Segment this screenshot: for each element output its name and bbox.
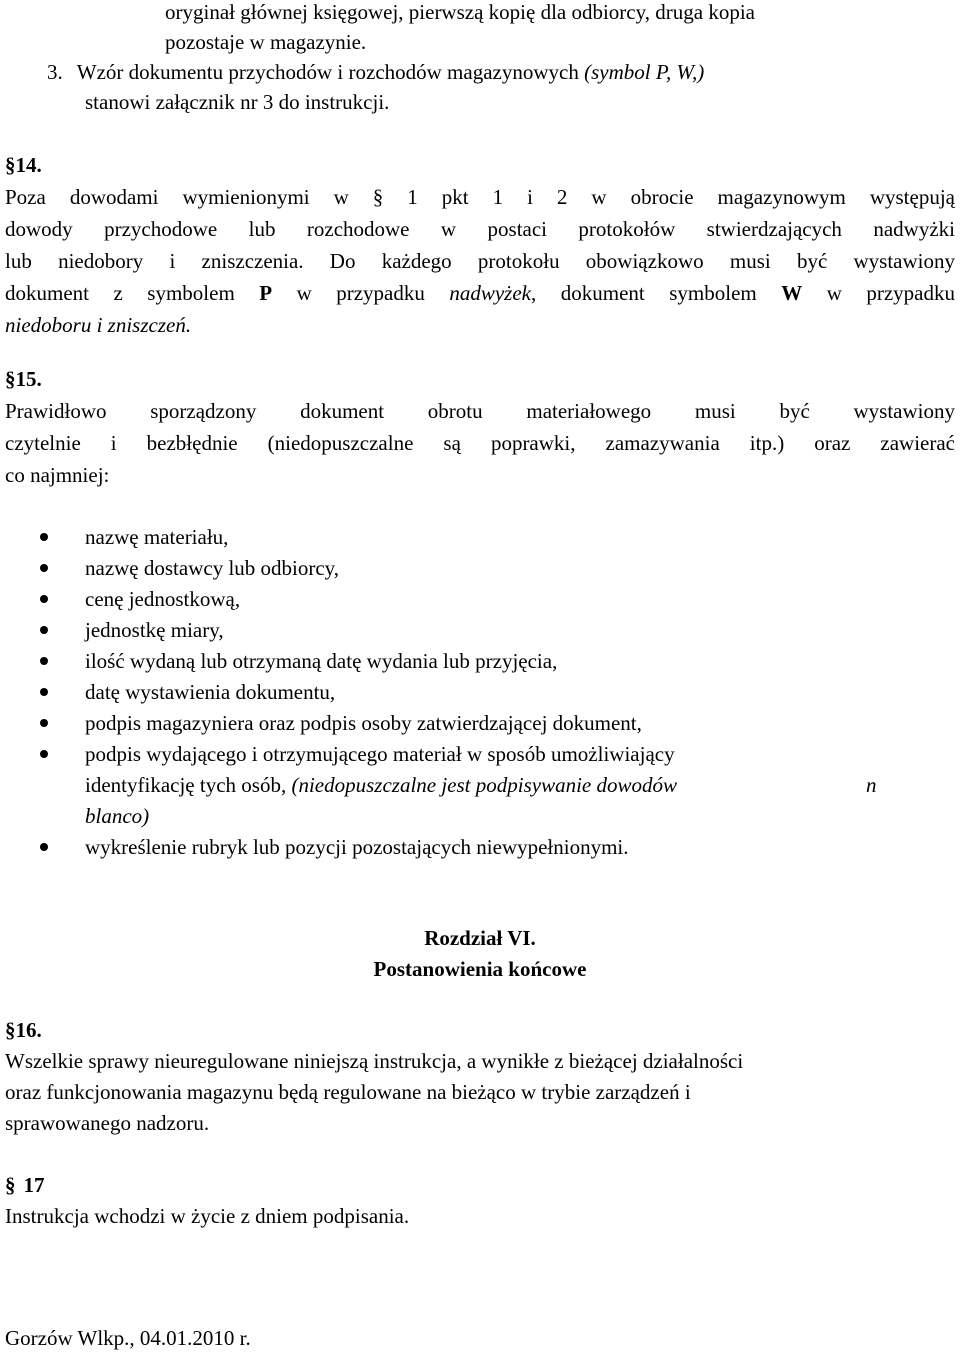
item-3-text-2: stanowi załącznik nr 3 do instrukcji.	[85, 90, 390, 114]
list-item	[85, 708, 642, 738]
bullet-dot	[40, 657, 48, 665]
section-16-line-2	[5, 1077, 691, 1107]
list-item	[85, 739, 675, 769]
bullet-dot	[40, 626, 48, 634]
bullet-dot	[40, 688, 48, 696]
section-15-heading	[5, 364, 42, 394]
section-16-text-2: oraz funkcjonowania magazynu będą regulowane na bieżąco w trybie zarządzeń i	[5, 1080, 691, 1104]
bullet-dot	[40, 843, 48, 851]
section-14-line-1	[5, 182, 955, 212]
symbol-w: W	[781, 281, 803, 305]
list-item-text: nazwę materiału,	[85, 525, 229, 549]
item-3-italic: (symbol P, W,)	[584, 60, 705, 84]
section-16-heading	[5, 1015, 42, 1045]
list-item	[85, 832, 629, 862]
list-item-text: datę wystawienia dokumentu,	[85, 680, 336, 704]
list-item	[85, 646, 557, 676]
list-item-continuation	[85, 770, 677, 800]
section-14-line-3	[5, 246, 955, 276]
section-number: 17	[23, 1173, 45, 1197]
list-item-text: cenę jednostkową,	[85, 587, 241, 611]
list-item-text: nazwę dostawcy lub odbiorcy,	[85, 556, 340, 580]
list-item-italic-tail: n	[866, 773, 877, 797]
bullet-dot	[40, 564, 48, 572]
section-14-line-2	[5, 214, 955, 244]
list-item-text: podpis wydającego i otrzymującego materiał w sposób umożliwiający	[85, 742, 675, 766]
section-14-italic-nadwyzek: nadwyżek	[449, 281, 532, 305]
section-15-text-1: Prawidłowo sporządzony dokument obrotu materiałowego musi być wystawiony	[5, 399, 955, 423]
bullet-dot	[40, 750, 48, 758]
section-15-line-2	[5, 428, 955, 458]
item-3-number: 3.	[47, 60, 63, 84]
section-number: 14.	[15, 153, 42, 177]
section-15-text-3: co najmniej:	[5, 463, 110, 487]
section-14-heading	[5, 150, 42, 180]
list-item-text: wykreślenie rubryk lub pozycji pozostających niewypełnionymi.	[85, 835, 629, 859]
section-symbol: §	[5, 1018, 16, 1042]
section-16-line-3	[5, 1108, 209, 1138]
section-15-line-3	[5, 460, 109, 490]
bullet-dot	[40, 595, 48, 603]
section-14-text-3: lub niedobory i zniszczenia. Do każdego protokołu obowiązkowo musi być wystawiony	[5, 249, 955, 273]
list-item	[85, 677, 335, 707]
item-3-line-2	[85, 87, 389, 117]
section-17-text-1: Instrukcja wchodzi w życie z dniem podpisania.	[5, 1204, 410, 1228]
list-item-continuation-tail	[866, 770, 877, 800]
list-item	[85, 615, 224, 645]
section-number: 16.	[15, 1018, 42, 1042]
place-date-text: Gorzów Wlkp., 04.01.2010 r.	[5, 1326, 251, 1350]
chapter-subtitle-text: Postanowienia końcowe	[373, 957, 587, 981]
section-symbol: §	[5, 153, 16, 177]
section-symbol: §	[5, 1173, 16, 1197]
item-3-text: Wzór dokumentu przychodów i rozchodów magazynowych	[76, 60, 585, 84]
list-item-text: jednostkę miary,	[85, 618, 224, 642]
section-14-line-4	[5, 278, 955, 308]
list-item-italic-blanco: blanco)	[85, 804, 150, 828]
continuation-line-1	[165, 0, 755, 27]
section-14-line-5	[5, 310, 191, 340]
continuation-line-2	[165, 27, 366, 57]
list-item	[85, 553, 339, 583]
section-14-text-1: Poza dowodami wymienionymi w § 1 pkt 1 i 2 w obrocie magazynowym występują	[5, 185, 955, 209]
list-item-text: identyfikację tych osób,	[85, 773, 292, 797]
list-item	[85, 584, 240, 614]
chapter-title-text: Rozdział VI.	[424, 926, 536, 950]
place-date	[5, 1323, 251, 1353]
item-3-line-1	[47, 57, 704, 87]
section-16-text-3: sprawowanego nadzoru.	[5, 1111, 210, 1135]
chapter-subtitle	[0, 954, 960, 984]
chapter-title	[0, 923, 960, 953]
section-16-line-1	[5, 1046, 743, 1076]
section-15-text-2: czytelnie i bezbłędnie (niedopuszczalne są poprawki, zamazywania itp.) oraz zawierać	[5, 431, 955, 455]
section-symbol: §	[5, 367, 16, 391]
continuation-text-2: pozostaje w magazynie.	[165, 30, 367, 54]
section-17-heading	[5, 1170, 45, 1200]
section-17-line-1	[5, 1201, 409, 1231]
section-15-line-1	[5, 396, 955, 426]
bullet-dot	[40, 533, 48, 541]
list-item-text: ilość wydaną lub otrzymaną datę wydania lub przyjęcia,	[85, 649, 558, 673]
continuation-text-1: oryginał głównej księgowej, pierwszą kopię dla odbiorcy, druga kopia	[165, 0, 755, 24]
section-14-italic-niedoboru: niedoboru i zniszczeń.	[5, 313, 192, 337]
list-item-continuation-2	[85, 801, 149, 831]
list-item	[85, 522, 228, 552]
bullet-dot	[40, 719, 48, 727]
symbol-p: P	[259, 281, 273, 305]
section-14-text-4d: w przypadku	[802, 281, 955, 305]
section-14-text-4c: , dokument symbolem	[531, 281, 782, 305]
section-14-text-4a: dokument z symbolem	[5, 281, 260, 305]
section-16-text-1: Wszelkie sprawy nieuregulowane niniejszą instrukcja, a wynikłe z bieżącej działalności	[5, 1049, 744, 1073]
section-14-text-2: dowody przychodowe lub rozchodowe w postaci protokołów stwierdzających nadwyżki	[5, 217, 955, 241]
list-item-text: podpis magazyniera oraz podpis osoby zatwierdzającej dokument,	[85, 711, 642, 735]
list-item-italic: (niedopuszczalne jest podpisywanie dowodów	[291, 773, 678, 797]
section-number: 15.	[15, 367, 42, 391]
section-14-text-4b: w przypadku	[272, 281, 450, 305]
